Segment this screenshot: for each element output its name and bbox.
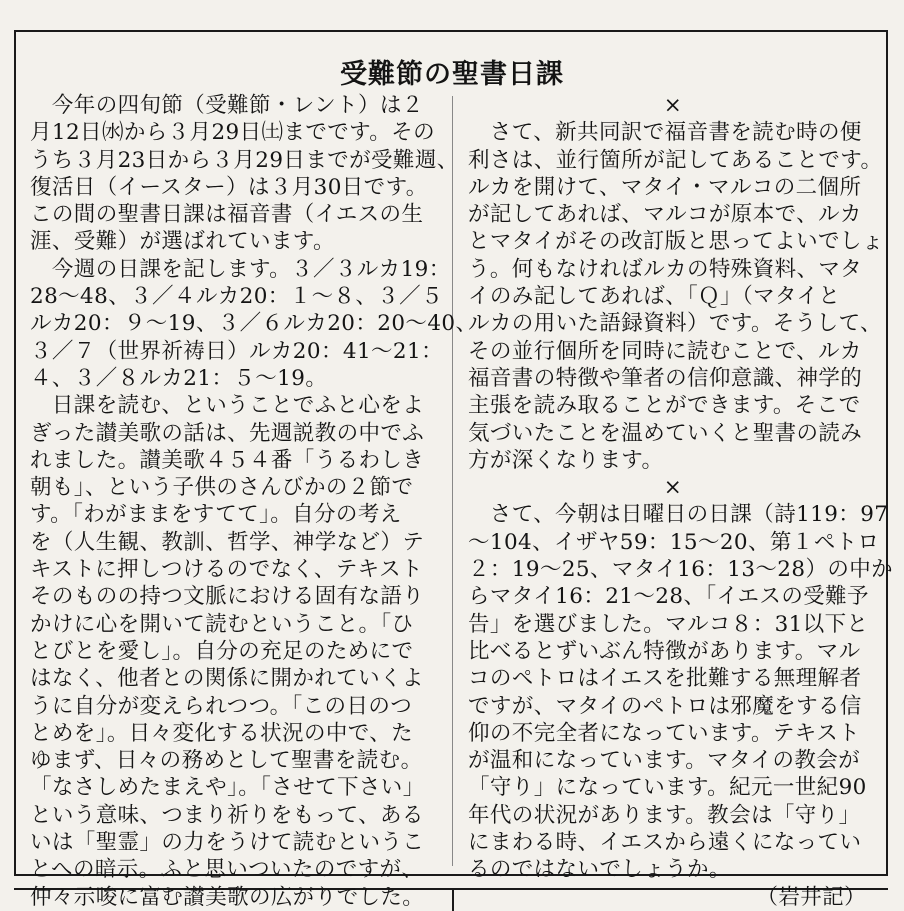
text-line: 年代の状況があります。教会は「守り」	[468, 802, 861, 828]
text-line: れました。讃美歌４５４番「うるわしき	[30, 447, 425, 473]
text-line: 福音書の特徴や筆者の信仰意識、神学的	[468, 365, 863, 391]
text-line: かけに心を開いて読むということ。「ひ	[30, 611, 414, 637]
text-line: 「なさしめたまえや」。「させて下さい」	[30, 775, 425, 801]
text-line: 〜104、イザヤ59：15〜20、第１ペトロ	[468, 529, 880, 555]
bottom-column-divider	[452, 890, 454, 911]
text-line: その並行個所を同時に読むことで、ルカ	[468, 338, 862, 364]
text-line: 仲々示唆に富む讃美歌の広がりでした。	[30, 884, 425, 910]
text-line: ルカを開けて、マタイ・マルコの二個所	[468, 174, 862, 200]
text-line: 「守り」になっています。紀元一世紀90	[468, 775, 867, 801]
text-line: ゆまず、日々の務めとして聖書を読む。	[30, 748, 423, 774]
text-line: ３／７（世界祈祷日）ルカ20：41〜21：	[30, 338, 443, 364]
text-line: とへの暗示。ふと思いついたのですが、	[30, 857, 424, 883]
text-line: ２：19〜25、マタイ16：13〜28）の中か	[468, 557, 894, 583]
text-line: 涯、受難）が選ばれています。	[30, 229, 335, 255]
text-line: を（人生観、教訓、哲学、神学など）テ	[30, 529, 425, 555]
text-line: キストに押しつけるのでなく、テキスト	[30, 557, 423, 583]
article-title: 受難節の聖書日課	[340, 59, 564, 90]
text-line: 仰の不完全者になっています。テキスト	[468, 720, 861, 746]
text-line: はなく、他者との関係に開かれていくよ	[30, 666, 424, 692]
text-line: ルカ20：９〜19、３／６ルカ20：20〜40、	[30, 311, 478, 337]
text-line: うに自分が変えられつつ。「この日のつ	[30, 693, 413, 719]
text-line: ルカの用いた語録資料）です。そうして、	[468, 311, 882, 337]
right-column	[468, 92, 894, 911]
text-line: にまわる時、イエスから遠くになってい	[468, 830, 862, 856]
text-line: いは「聖霊」の力をうけて読むというこ	[30, 830, 425, 856]
section-separator: ×	[663, 475, 683, 501]
text-line: 比べるとずいぶん特徴があります。マル	[468, 638, 861, 664]
text-line: う。何もなければルカの特殊資料、マタ	[468, 256, 863, 282]
text-line: 月12日㈬から３月29日㈯までです。その	[30, 120, 435, 146]
text-line: そのものの持つ文脈における固有な語り	[30, 584, 425, 610]
text-line: す。「わがままをすてて」。自分の考え	[30, 502, 402, 528]
text-line: という意味、つまり祈りをもって、ある	[30, 802, 424, 828]
text-line: 方が深くなります。	[468, 447, 664, 473]
left-column	[30, 92, 478, 911]
text-line: 日課を読む、ということでふと心をよ	[30, 393, 425, 419]
text-line: が温和になっています。マタイの教会が	[468, 748, 861, 774]
text-line: 利さは、並行箇所が記してあることです。	[468, 147, 883, 173]
text-line: うち３月23日から３月29日までが受難週、	[30, 147, 459, 173]
text-line: 朝も」、という子供のさんびかの２節で	[30, 475, 414, 501]
text-line: 復活日（イースター）は３月30日です。	[30, 174, 428, 200]
text-line: 告」を選びました。マルコ８：31以下と	[468, 611, 869, 637]
text-line: 主張を読み取ることができます。そこで	[468, 393, 861, 419]
text-line: とマタイがその改訂版と思ってよいでしょ	[468, 229, 884, 255]
text-line: らマタイ16：21〜28、「イエスの受難予	[468, 584, 869, 610]
text-line: 今週の日課を記します。３／３ルカ19：	[30, 256, 451, 282]
text-line: ぎった讃美歌の話は、先週説教の中でふ	[30, 420, 425, 446]
author-signature: （岩井記）	[756, 884, 866, 910]
text-line: 今年の四旬節（受難節・レント）は２	[30, 93, 424, 118]
text-line: ４、３／８ルカ21：５〜19。	[30, 365, 328, 391]
text-line: イのみ記してあれば、「Ｑ」（マタイと	[468, 284, 841, 310]
text-line: ですが、マタイのペトロは邪魔をする信	[468, 693, 862, 719]
text-line: この間の聖書日課は福音書（イエスの生	[30, 202, 424, 228]
column-divider	[452, 96, 453, 866]
text-line: さて、今朝は日曜日の日課（詩119：97	[468, 502, 889, 528]
text-line: とめを」。日々変化する状況の中で、た	[30, 720, 414, 746]
text-line: 28〜48、３／４ルカ20：１〜８、３／５	[30, 284, 443, 310]
text-line: が記してあれば、マルコが原本で、ルカ	[468, 202, 862, 228]
text-line: 気づいたことを温めていくと聖書の読み	[468, 420, 863, 446]
text-line: コのペトロはイエスを批難する無理解者	[468, 666, 862, 692]
text-line: とびとを愛し」。自分の充足のためにで	[30, 638, 414, 664]
text-line: さて、新共同訳で福音書を読む時の便	[468, 120, 862, 146]
text-line: るのではないでしょうか。	[468, 857, 731, 883]
section-separator: ×	[663, 93, 683, 118]
